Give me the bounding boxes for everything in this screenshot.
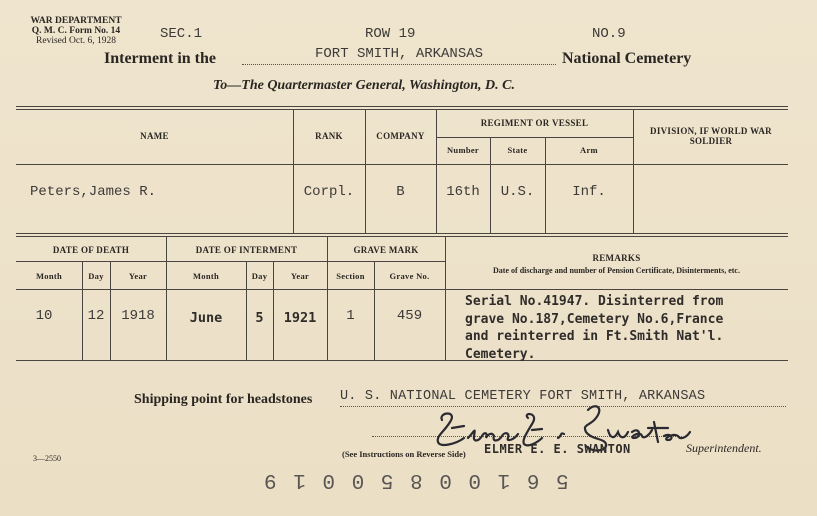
shipping-point: U. S. NATIONAL CEMETERY FORT SMITH, ARKANSAS bbox=[340, 389, 706, 404]
header-name: NAME bbox=[140, 131, 169, 141]
war-department-label: WAR DEPARTMENT bbox=[30, 16, 122, 26]
grave-number: 459 bbox=[396, 308, 423, 324]
header-interment-day: Day bbox=[251, 271, 268, 281]
header-death-year: Year bbox=[128, 271, 148, 281]
header-regiment: REGIMENT OR VESSEL bbox=[480, 118, 589, 128]
header-rank: RANK bbox=[315, 131, 343, 141]
table1-col-divider bbox=[365, 109, 366, 233]
table1-bottom-border bbox=[16, 233, 788, 234]
table2-top-border bbox=[16, 236, 788, 237]
header-state: State bbox=[507, 145, 528, 155]
table1-col-divider bbox=[293, 109, 294, 233]
interment-day: 5 bbox=[255, 310, 264, 326]
cemetery-name: FORT SMITH, ARKANSAS bbox=[315, 46, 484, 62]
grave-section: 1 bbox=[346, 308, 355, 324]
header-remarks-sub: Date of discharge and number of Pension Certificate, Disinterments, etc. bbox=[493, 266, 740, 275]
death-day: 12 bbox=[87, 308, 105, 324]
number-label: NO.9 bbox=[592, 26, 626, 42]
superintendent-title: Superintendent. bbox=[686, 441, 762, 455]
serial-stamp: 5 6 1 0 0 8 5 0 0 1 9 bbox=[262, 468, 569, 491]
interment-month: June bbox=[189, 310, 223, 326]
regiment-arm: Inf. bbox=[572, 184, 606, 200]
soldier-company: B bbox=[396, 184, 405, 200]
table1-col-divider bbox=[633, 109, 634, 233]
form-number: Q. M. C. Form No. 14 bbox=[31, 26, 121, 36]
soldier-name: Peters,James R. bbox=[30, 184, 157, 200]
remarks-line: and reinterred in Ft.Smith Nat'l. bbox=[465, 329, 724, 344]
header-interment-year: Year bbox=[290, 271, 310, 281]
table1-top-border bbox=[16, 106, 788, 107]
section-label: SEC.1 bbox=[160, 26, 203, 42]
remarks-line: Serial No.41947. Disinterred from bbox=[465, 294, 724, 309]
header-division: DIVISION, IF WORLD WAR SOLDIER bbox=[650, 126, 772, 146]
table2-header-divider bbox=[16, 289, 788, 290]
death-year: 1918 bbox=[121, 308, 155, 324]
header-grave-no: Grave No. bbox=[389, 271, 430, 281]
header-company: COMPANY bbox=[376, 131, 425, 141]
title-suffix: National Cemetery bbox=[562, 50, 692, 67]
table2-subheader-divider bbox=[16, 261, 446, 262]
header-death-day: Day bbox=[88, 271, 104, 281]
header-section: Section bbox=[336, 271, 365, 281]
row-label: ROW 19 bbox=[365, 26, 416, 42]
form-revised-date: Revised Oct. 6, 1928 bbox=[36, 36, 116, 46]
instructions-note: (See Instructions on Reverse Side) bbox=[342, 449, 466, 459]
table1-top-border-2 bbox=[16, 109, 788, 110]
remarks-text bbox=[465, 293, 723, 363]
regiment-subheader-divider bbox=[437, 137, 633, 138]
title-underline bbox=[242, 64, 556, 65]
header-death-month: Month bbox=[35, 271, 63, 281]
title-prefix: Interment in the bbox=[104, 50, 216, 67]
typed-signature-name: ELMER E. E. SWANTON bbox=[484, 442, 631, 456]
to-line: To—The Quartermaster General, Washington, D. C. bbox=[213, 78, 515, 93]
remarks-line: Cemetery. bbox=[465, 346, 536, 362]
regiment-number: 16th bbox=[446, 184, 480, 200]
header-date-of-interment: DATE OF INTERMENT bbox=[195, 245, 298, 255]
regiment-state: U.S. bbox=[500, 184, 535, 200]
shipping-label: Shipping point for headstones bbox=[134, 392, 313, 407]
header-arm: Arm bbox=[580, 145, 598, 155]
remarks-line: grave No.187,Cemetery No.6,France bbox=[465, 311, 724, 327]
form-header bbox=[16, 16, 136, 46]
soldier-rank: Corpl. bbox=[303, 184, 355, 200]
form-code-value: 3—2550 bbox=[33, 454, 61, 463]
header-remarks: REMARKS bbox=[592, 253, 641, 263]
header-date-of-death: DATE OF DEATH bbox=[52, 245, 130, 255]
interment-year: 1921 bbox=[283, 310, 317, 326]
death-month: 10 bbox=[35, 308, 53, 324]
header-interment-month: Month bbox=[192, 271, 220, 281]
header-grave-mark: GRAVE MARK bbox=[353, 245, 419, 255]
header-number: Number bbox=[446, 145, 480, 155]
table1-header-divider bbox=[16, 164, 788, 165]
